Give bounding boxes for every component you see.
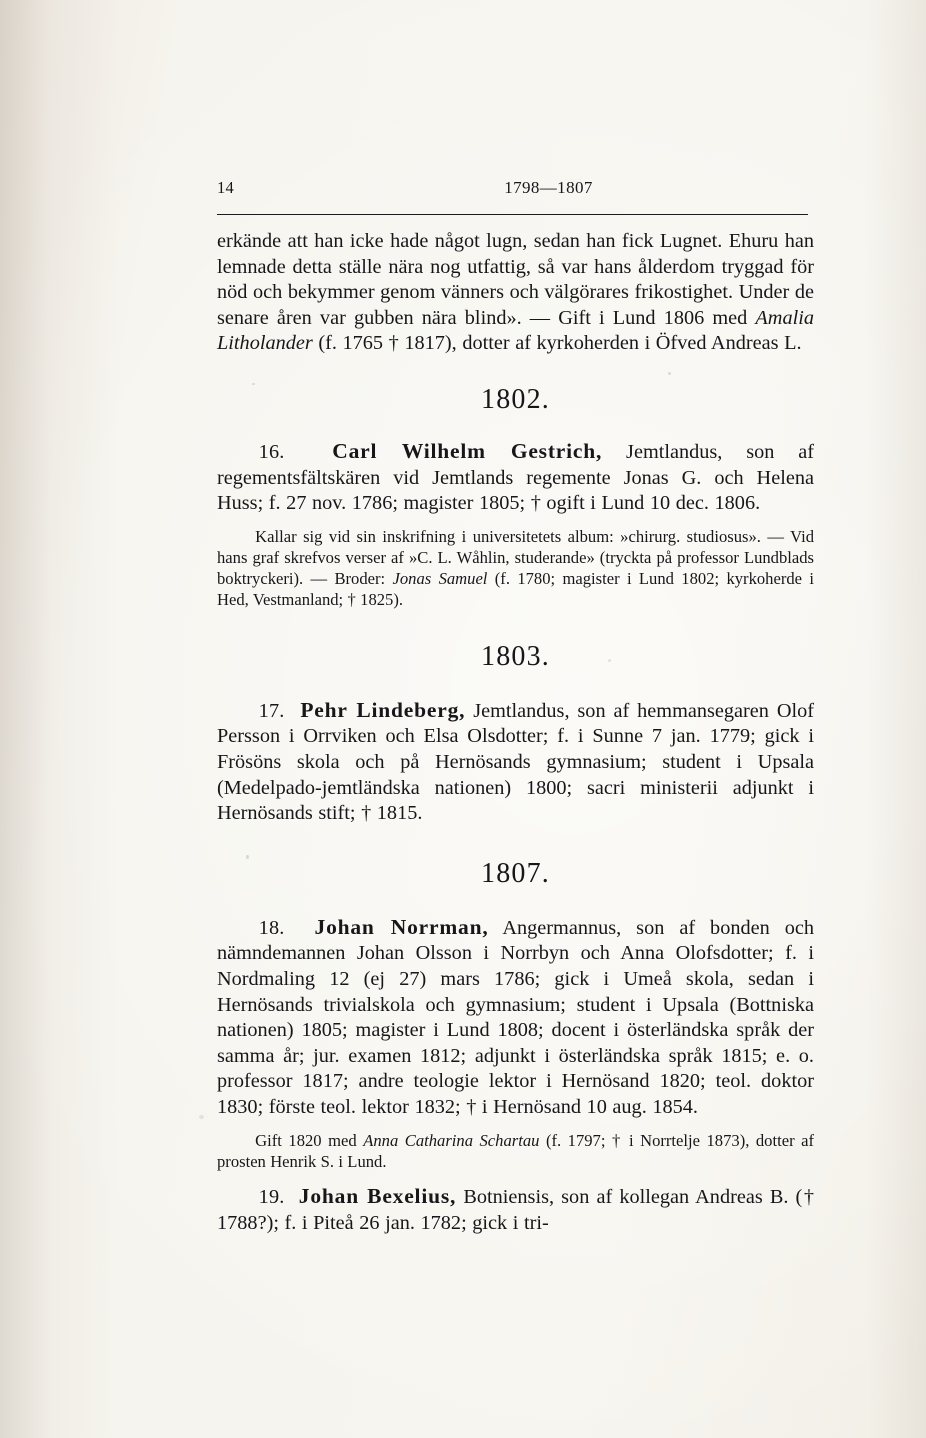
header-rule [217, 214, 808, 215]
biography-entry-19 [217, 1184, 814, 1236]
book-gutter-shadow [0, 0, 120, 1438]
biography-entry-16 [217, 439, 814, 610]
entry-18-note-part1: Gift 1820 med [255, 1131, 364, 1151]
biography-entry-17 [217, 698, 814, 827]
entry-16-paragraph [217, 439, 814, 517]
continued-paragraph-tail: (f. 1765 † 1817), dotter af kyrkoherden i Öfved Andreas L. [312, 332, 802, 355]
entry-19-name: Johan Bexelius, [298, 1184, 457, 1209]
entry-16-number: 16. [258, 440, 285, 463]
entry-17-number: 17. [258, 699, 285, 722]
spouse-name-italic: Amalia Litholander [217, 306, 814, 355]
entry-16-note-part2: (f. 1780; magister i Lund 1802; kyrkoherde i Hed, Vestmanland; † 1825). [217, 568, 814, 609]
year-heading-1803: 1803. [481, 640, 550, 672]
paper-speck [199, 1115, 204, 1119]
entry-17-name: Pehr Lindeberg, [300, 697, 466, 722]
year-heading-1802: 1802. [481, 383, 550, 415]
entry-19-body: Botniensis, son af kollegan Andreas B. († 1788?); f. i Piteå 26 jan. 1782; gick i tri- [217, 1186, 815, 1235]
entry-17-body: Jemtlandus, son af hemmansegaren Olof Persson i Orrviken och Elsa Olsdotter; f. i Sunne 7 jan. 1779; gick i Frösöns skola och på Hernösands gymnasium; student i Upsala (Medelpado-jemtländska nationen) 1800; sacri ministerii adjunkt i Hernösands stift; † 1815. [217, 699, 814, 825]
entry-18-note [217, 1130, 814, 1172]
page-text-block [217, 178, 814, 1237]
entry-19-paragraph [217, 1184, 814, 1236]
biography-entry-18 [217, 915, 814, 1173]
entry-19-number: 19. [258, 1186, 285, 1209]
page-edge-shadow [866, 0, 926, 1438]
entry-16-note-part1: Kallar sig vid sin inskrifning i universitetets album: »chirurg. studiosus». — Vid hans graf skrefvos verser af »C. L. Wåhlin, studerande» (tryckta på professor Lundblads boktryckeri). — Broder: [217, 526, 814, 588]
entry-18-wife-name-italic: Anna Catharina Schartau [363, 1131, 540, 1151]
entry-18-name: Johan Norrman, [314, 914, 489, 939]
entry-18-number: 18. [258, 916, 285, 939]
page-number: 14 [217, 178, 234, 197]
entry-16-name: Carl Wilhelm Gestrich, [332, 438, 603, 463]
running-head [217, 178, 814, 208]
entry-18-body: Angermannus, son af bonden och nämndemannen Johan Olsson i Norrbyn och Anna Olofsdotter; f. i Nordmaling 12 (ej 27) mars 1786; gick i Umeå skola, sedan i Hernösands trivialskola och gymnasium; student i Upsala (Bottniska nationen) 1805; magister i Lund 1808; docent i österländska språk der samma år; jur. examen 1812; adjunkt i österländska språk 1815; e. o. professor 1817; andre teologie lektor i Hernösand 1820; teol. doktor 1830; förste teol. lektor 1832; † i Hernösand 10 aug. 1854. [217, 916, 815, 1118]
entry-18-paragraph [217, 915, 814, 1121]
entry-16-body: Jemtlandus, son af regementsfältskären vid Jemtlands regemente Jonas G. och Helena Huss; f. 27 nov. 1786; magister 1805; † ogift i Lund 10 dec. 1806. [217, 440, 814, 515]
entry-16-note [217, 526, 814, 610]
year-heading-1807: 1807. [481, 857, 550, 889]
continued-paragraph-text: erkände att han icke hade något lugn, sedan han fick Lugnet. Ehuru han lemnade detta ställe nära nog utfattig, så var hans ålderdom tryggad för nöd och bekymmer genom vänners och välgörares frikostighet. Under de senare åren var gubben nära blind». — Gift i Lund 1806 med [217, 230, 814, 329]
entry-17-paragraph [217, 698, 814, 827]
entry-18-note-part2: (f. 1797; † i Norrtelje 1873), dotter af prosten Henrik S. i Lund. [217, 1131, 814, 1172]
continued-paragraph [217, 229, 814, 357]
running-title: 1798—1807 [504, 178, 593, 197]
entry-16-brother-name-italic: Jonas Samuel [392, 568, 488, 588]
